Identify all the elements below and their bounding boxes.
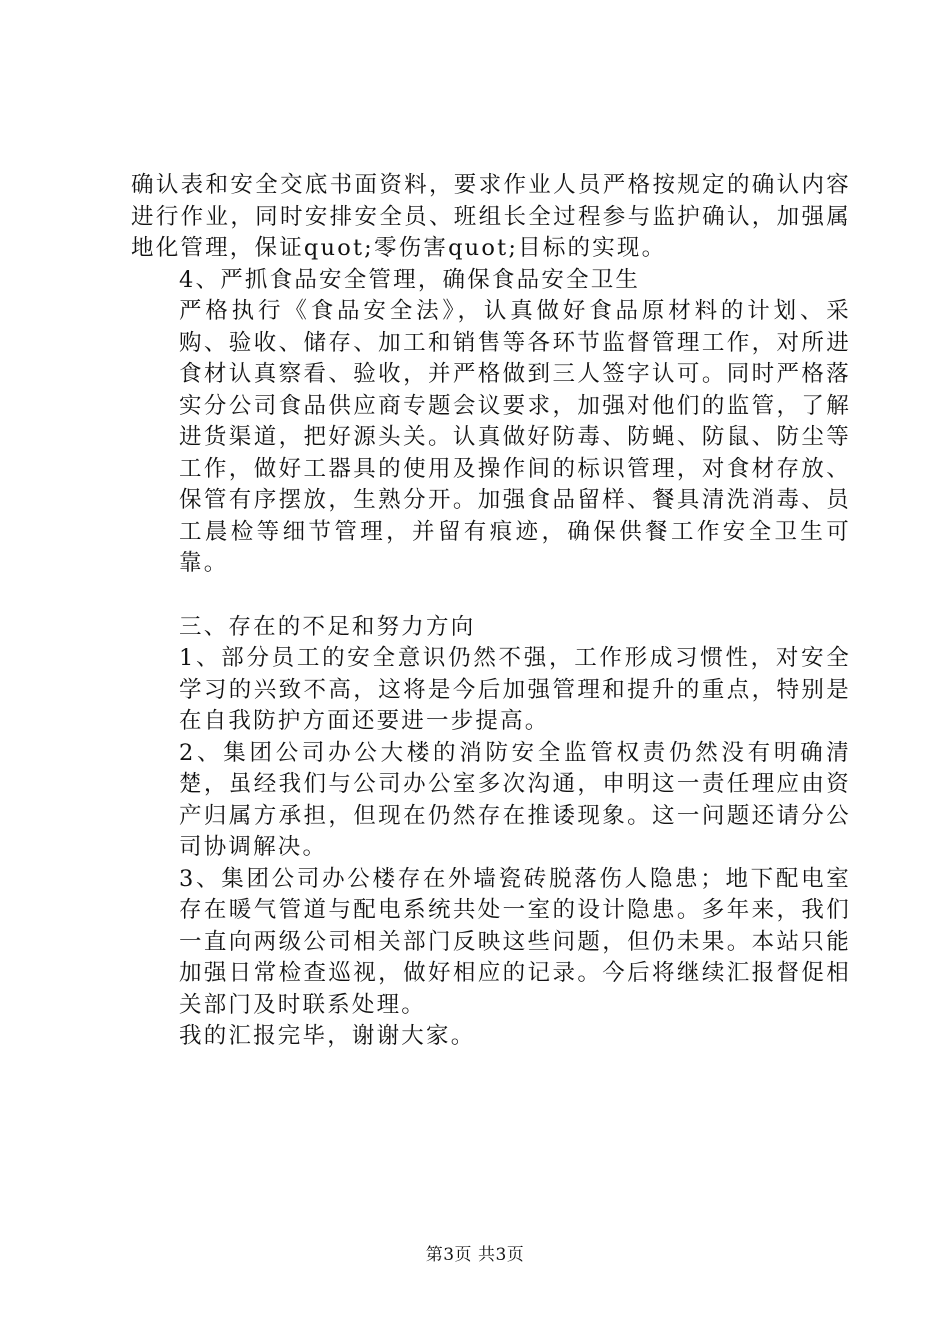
paragraph-shortcoming-3: 3、集团公司办公楼存在外墙瓷砖脱落伤人隐患；地下配电室存在暖气管道与配电系统共处一室的设计隐患。多年来，我们一直向两级公司相关部门反映这些问题，但仍未果。本站只能加强日常检查巡视，做好相应的记录。今后将继续汇报督促相关部门及时联系处理。 (179, 865, 851, 1018)
paragraph-spacer (131, 580, 851, 612)
paragraph-shortcoming-2: 2、集团公司办公大楼的消防安全监管权责仍然没有明确清楚，虽经我们与公司办公室多次沟通，申明这一责任理应由资产归属方承担，但现在仍然存在推诿现象。这一问题还请分公司协调解决。 (179, 739, 851, 860)
section-heading-food-safety: 4、严抓食品安全管理，确保食品安全卫生 (179, 266, 641, 293)
paragraph-closing: 我的汇报完毕，谢谢大家。 (179, 1023, 476, 1049)
page-number-footer: 第3页 共3页 (425, 1245, 525, 1265)
paragraph-shortcoming-1: 1、部分员工的安全意识仍然不强，工作形成习惯性，对安全学习的兴致不高，这将是今后加强管理和提升的重点，特别是在自我防护方面还要进一步提高。 (179, 645, 851, 734)
section-heading-shortcomings: 三、存在的不足和努力方向 (179, 613, 476, 640)
paragraph-food-safety: 严格执行《食品安全法》，认真做好食品原材料的计划、采购、验收、储存、加工和销售等各环节监督管理工作，对所进食材认真察看、验收，并严格做到三人签字认可。同时严格落实分公司食品供应商专题会议要求，加强对他们的监管，了解进货渠道，把好源头关。认真做好防毒、防蝇、防鼠、防尘等工作，做好工器具的使用及操作间的标识管理，对食材存放、保管有序摆放，生熟分开。加强食品留样、餐具清洗消毒、员工晨检等细节管理，并留有痕迹，确保供餐工作安全卫生可靠。 (179, 298, 851, 576)
paragraph-confirmation: 确认表和安全交底书面资料，要求作业人员严格按规定的确认内容进行作业，同时安排安全员、班组长全过程参与监护确认，加强属地化管理，保证quot;零伤害quot;目标的实现。 (131, 172, 851, 261)
document-body (131, 170, 851, 1053)
